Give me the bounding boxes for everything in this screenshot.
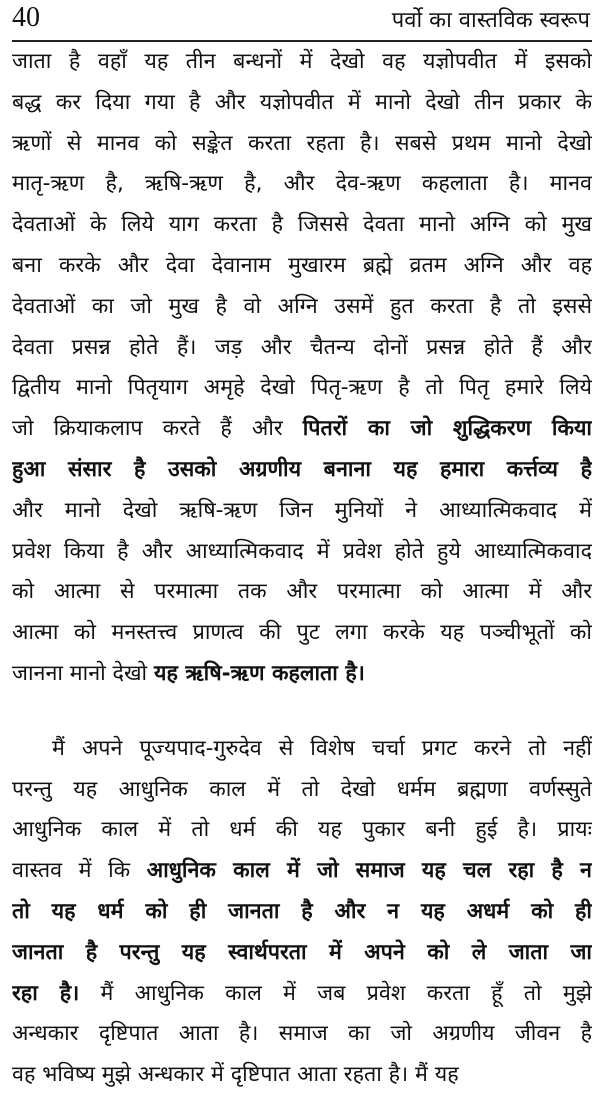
bold-text: जानता है परन्तु यह स्वार्थपरता में अपने को ले जाता जा — [12, 939, 592, 965]
text-segment: आत्मा को मनस्तत्त्व प्राणत्व की पुट लगा करके यह पञ्चीभूतों को — [12, 620, 592, 646]
bold-text: आधुनिक काल में जो समाज यह चल रहा है न — [146, 858, 592, 884]
bold-text: तो यह धर्म को ही जानता है और न यह अधर्म को ही — [12, 898, 592, 924]
text-line — [12, 450, 592, 491]
text-segment: आधुनिक काल में तो धर्म की यह पुकार बनी हुई है। प्रायः — [12, 817, 592, 843]
text-segment: प्रवेश किया है और आध्यात्मिकवाद में प्रवेश होते हुये आध्यात्मिकवाद — [12, 538, 592, 564]
paragraph — [12, 42, 592, 695]
bold-text: रहा है। — [12, 980, 80, 1006]
text-segment: मैं अपने पूज्यपाद-गुरुदेव से विशेष चर्चा प्रगट करने तो नहीं — [52, 735, 592, 761]
bold-text: पितरों का जो शुद्धिकरण किया — [302, 416, 592, 442]
text-line — [12, 124, 592, 165]
text-line — [12, 1055, 592, 1096]
text-line — [12, 328, 592, 369]
paragraph-gap — [12, 695, 592, 729]
text-segment: देवताओं के लिये याग करता है जिससे देवता मानो अग्नि को मुख — [12, 212, 592, 238]
text-line — [12, 83, 592, 124]
text-line — [12, 572, 592, 613]
text-line — [12, 892, 592, 933]
text-segment: मैं आधुनिक काल में जब प्रवेश करता हूँ तो मुझे — [79, 980, 592, 1006]
text-line — [12, 287, 592, 328]
text-segment: मातृ-ऋण है, ऋषि-ऋण है, और देव-ऋण कहलाता है। मानव — [12, 171, 592, 197]
bold-text: यह ऋषि-ऋण कहलाता है। — [153, 660, 365, 686]
text-segment: बना करके और देवा देवानाम मुखारम ब्रह्मे व्रतम अग्नि और वह — [12, 252, 592, 278]
text-segment: परन्तु यह आधुनिक काल में तो देखो धर्मम ब्रह्मणा वर्णस्सुते — [12, 776, 592, 802]
text-line — [12, 974, 592, 1015]
text-segment: वास्तव में कि — [12, 858, 147, 884]
text-line — [12, 1014, 592, 1055]
text-segment: वह भविष्य मुझे अन्धकार में दृष्टिपात आता रहता है। मैं यह — [12, 1062, 459, 1088]
text-line — [12, 613, 592, 654]
text-line — [12, 491, 592, 532]
running-title: पर्वो का वास्तविक स्वरूप — [391, 8, 590, 33]
text-segment: जो क्रियाकलाप करते हैं और — [12, 416, 303, 442]
text-segment: देवताओं का जो मुख है वो अग्नि उसमें हुत करता है तो इससे — [12, 293, 592, 319]
text-segment: ऋणों से मानव को सङ्केत करता रहता है। सबसे प्रथम मानो देखो — [12, 130, 592, 156]
text-line — [12, 164, 592, 205]
text-line — [12, 42, 592, 83]
text-line — [12, 851, 592, 892]
text-line — [12, 368, 592, 409]
text-segment: अन्धकार दृष्टिपात आता है। समाज का जो अग्रणीय जीवन है — [12, 1021, 592, 1047]
text-line — [12, 729, 592, 770]
text-line — [12, 532, 592, 573]
text-line — [12, 770, 592, 811]
text-segment: द्वितीय मानो पितृयाग अमृहे देखो पितृ-ऋण है तो पितृ हमारे लिये — [12, 375, 592, 401]
text-segment: बद्ध कर दिया गया है और यज्ञोपवीत में मानो देखो तीन प्रकार के — [12, 89, 592, 115]
text-segment: जानना मानो देखो — [12, 660, 154, 686]
text-segment: जाता है वहाँ यह तीन बन्धनों में देखो वह यज्ञोपवीत में इसको — [12, 49, 592, 74]
page-body — [12, 42, 592, 1096]
page-header — [12, 0, 592, 42]
text-line — [12, 654, 592, 695]
paragraph — [12, 729, 592, 1096]
bold-text: हुआ संसार है उसको अग्रणीय बनाना यह हमारा कर्त्तव्य है — [12, 456, 592, 482]
text-line — [12, 205, 592, 246]
text-line — [12, 933, 592, 974]
text-line — [12, 246, 592, 287]
text-line — [12, 810, 592, 851]
text-line — [12, 409, 592, 450]
text-segment: को आत्मा से परमात्मा तक और परमात्मा को आत्मा में और — [12, 579, 592, 605]
page-number: 40 — [12, 2, 40, 33]
text-segment: देवता प्रसन्न होते हैं। जड़ और चैतन्य दोनों प्रसन्न होते हैं और — [12, 334, 592, 360]
text-segment: और मानो देखो ऋषि-ऋण जिन मुनियों ने आध्यात्मिकवाद में — [12, 497, 592, 523]
